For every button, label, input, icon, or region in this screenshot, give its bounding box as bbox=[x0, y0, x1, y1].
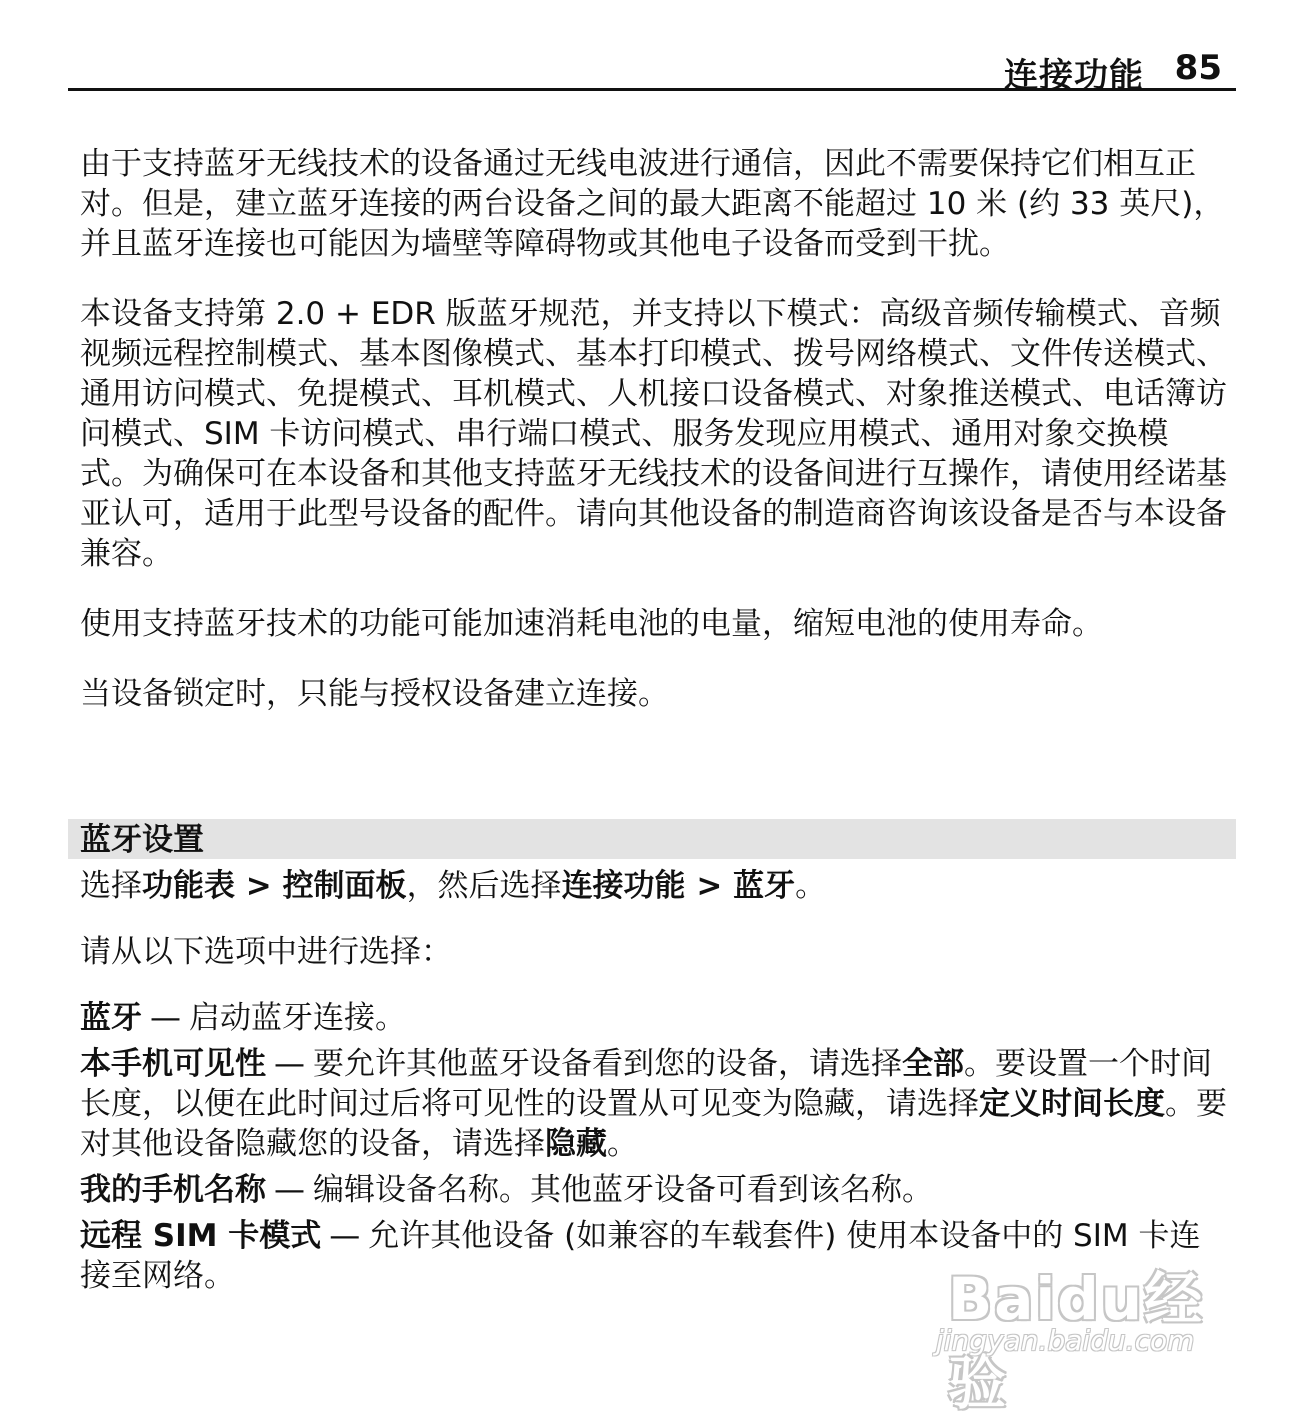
nav-middle: ，然后选择 bbox=[406, 868, 562, 904]
option-desc: 。要设置一个时间长度，以便在此时间过后将可见性的设置从可见变为隐藏，请选择 bbox=[80, 1046, 1212, 1122]
page-number: 85 bbox=[1174, 48, 1222, 88]
watermark-url: jingyan.baidu.com bbox=[936, 1324, 1195, 1357]
nav-sep: > bbox=[235, 868, 283, 904]
section-heading-bar bbox=[68, 819, 1236, 859]
nav-prefix: 选择 bbox=[80, 868, 142, 904]
body-text bbox=[80, 144, 1228, 714]
option-term: 蓝牙 bbox=[80, 1000, 142, 1036]
option-phone-name bbox=[80, 1170, 1228, 1210]
page-header bbox=[68, 46, 1236, 96]
option-dash: — bbox=[274, 1046, 305, 1082]
option-remote-sim bbox=[80, 1216, 1228, 1296]
nav-control-panel: 控制面板 bbox=[282, 868, 407, 904]
option-bluetooth bbox=[80, 998, 1228, 1038]
nav-menu: 功能表 bbox=[142, 868, 235, 904]
paragraph-profiles: 本设备支持第 2.0 + EDR 版蓝牙规范，并支持以下模式：高级音频传输模式、音频视频远程控制模式、基本图像模式、基本打印模式、拨号网络模式、文件传送模式、通用访问模式、免提模式、耳机模式、人机接口设备模式、对象推送模式、电话簿访问模式、SIM 卡访问模式、串行端口模式、服务发现应用模式、通用对象交换模式。为确保可在本设备和其他支持蓝牙无线技术的设备间进行互操作，请使用经诺基亚认可，适用于此型号设备的配件。请向其他设备的制造商咨询该设备是否与本设备兼容。 bbox=[80, 296, 1227, 572]
option-term: 我的手机名称 bbox=[80, 1172, 266, 1208]
option-dash: — bbox=[329, 1218, 361, 1254]
paragraph-locked: 当设备锁定时，只能与授权设备建立连接。 bbox=[80, 676, 669, 712]
option-desc: 。 bbox=[607, 1126, 638, 1162]
option-dash: — bbox=[150, 1000, 181, 1036]
option-term: 远程 SIM 卡模式 bbox=[80, 1218, 322, 1254]
nav-instruction bbox=[80, 866, 1228, 906]
option-value-define-period: 定义时间长度 bbox=[979, 1086, 1165, 1122]
option-value-all: 全部 bbox=[902, 1046, 964, 1082]
option-term: 本手机可见性 bbox=[80, 1046, 266, 1082]
nav-bluetooth: 蓝牙 bbox=[733, 868, 796, 904]
option-desc: 要允许其他蓝牙设备看到您的设备，请选择 bbox=[313, 1046, 902, 1082]
option-desc: 编辑设备名称。其他蓝牙设备可看到该名称。 bbox=[313, 1172, 933, 1208]
option-desc: 启动蓝牙连接。 bbox=[189, 1000, 406, 1036]
nav-sep: > bbox=[685, 868, 734, 904]
header-title: 连接功能 bbox=[1004, 56, 1144, 96]
option-dash: — bbox=[274, 1172, 305, 1208]
nav-connectivity: 连接功能 bbox=[561, 868, 686, 904]
section-title: 蓝牙设置 bbox=[80, 822, 204, 858]
watermark-logo: Baidu经验 bbox=[948, 1265, 1205, 1417]
option-visibility bbox=[80, 1044, 1228, 1164]
option-desc: 。要对其他设备隐藏您的设备，请选择 bbox=[80, 1086, 1227, 1162]
settings-text bbox=[80, 866, 1228, 1296]
paragraph-range: 由于支持蓝牙无线技术的设备通过无线电波进行通信，因此不需要保持它们相互正对。但是，建立蓝牙连接的两台设备之间的最大距离不能超过 10 米 (约 33 英尺)，并且蓝牙连接也可能因为墙壁等障碍物或其他电子设备而受到干扰。 bbox=[80, 146, 1225, 262]
option-desc: 允许其他设备 (如兼容的车载套件) 使用本设备中的 SIM 卡连接至网络。 bbox=[80, 1218, 1201, 1294]
options-intro: 请从以下选项中进行选择： bbox=[80, 934, 452, 970]
nav-suffix: 。 bbox=[795, 868, 827, 904]
option-value-hidden: 隐藏 bbox=[545, 1126, 607, 1162]
paragraph-battery: 使用支持蓝牙技术的功能可能加速消耗电池的电量，缩短电池的使用寿命。 bbox=[80, 606, 1103, 642]
